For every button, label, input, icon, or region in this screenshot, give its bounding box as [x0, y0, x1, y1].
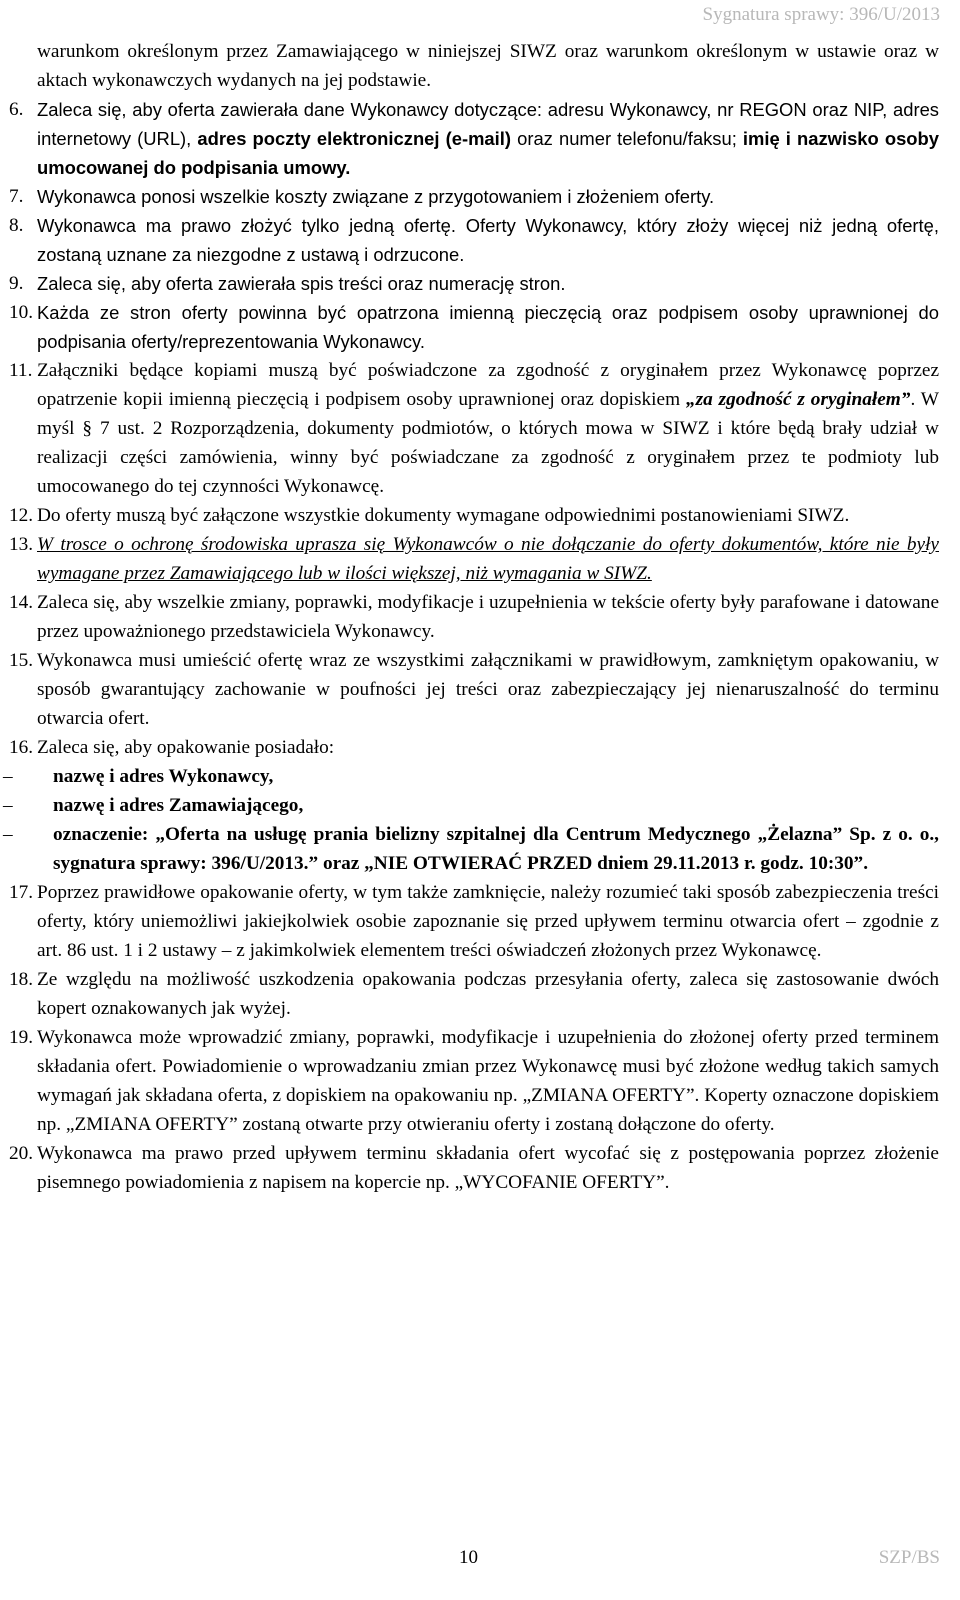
item-number: 10.: [9, 302, 34, 323]
item-number: 6.: [9, 99, 24, 120]
item-text-part: oraz numer telefonu/faksu;: [511, 128, 743, 149]
item-text-part: Każda: [37, 302, 90, 323]
item-text: [37, 211, 939, 269]
list-item-12: [9, 501, 939, 530]
dash-bullet: –: [3, 824, 13, 845]
item-text: Ze względu na możliwość uszkodzenia opakowania podczas przesyłania oferty, zaleca się zastosowanie dwóch kopert oznakowanych jak wyżej.: [37, 969, 939, 1019]
item-text-part: Wykonawca ma prawo złożyć tylko jedną ofertę.: [37, 215, 456, 236]
item-number: 13.: [9, 534, 34, 555]
item-text-part: . W myśl § 7 ust. 2 Rozporządzenia, dokumenty podmiotów, o których mowa w SIWZ i które będą brały udział w realizacji części zamówienia, winny być poświadczane za zgodność z oryginałem przez te podmioty lub umocowanego do tej czynności Wykonawcę.: [37, 389, 940, 497]
item-number: 8.: [9, 215, 24, 236]
certification-phrase: „za zgodność z oryginałem”: [685, 389, 911, 410]
email-emphasis: adres poczty elektronicznej (e-mail): [197, 128, 512, 149]
requirement-text: nazwę i adres Zamawiającego,: [53, 795, 304, 816]
list-item-11: [9, 356, 940, 501]
list-item-13: [9, 530, 939, 588]
item-text: Do oferty muszą być załączone wszystkie dokumenty wymagane odpowiednimi postanowieniami SIWZ.: [37, 505, 850, 526]
item-text: [37, 298, 939, 356]
item-text: Wykonawca ponosi wszelkie koszty związane z przygotowaniem i złożeniem oferty.: [37, 186, 715, 207]
document-body: [3, 37, 940, 1197]
list-item-15: [9, 646, 939, 733]
signatory-emphasis: imię i nazwisko osoby umocowanej do podpisania umowy: [37, 128, 939, 178]
footer-code: SZP/BS: [878, 1547, 940, 1568]
item-text: Poprzez prawidłowe opakowanie oferty, w tym także zamknięcie, należy rozumieć taki sposób zabezpieczenia treści oferty, który uniemożliwi jakiejkolwiek osobie zapoznanie się przed upływem terminu otwarcia ofert – zgodnie z art. 86 ust. 1 i 2 ustawy – z jakimkolwiek elementem treści oświadczeń złożonych przez Wykonawcę.: [37, 882, 939, 961]
item-number: 14.: [9, 592, 34, 613]
list-item-19: [9, 1023, 939, 1139]
packaging-requirement: [3, 820, 939, 878]
list-item-6: [9, 95, 939, 182]
intro-paragraph: warunkom określonym przez Zamawiającego w niniejszej SIWZ oraz warunkom określonym w ustawie oraz w aktach wykonawczych wydanych na jej podstawie.: [37, 41, 939, 91]
dash-bullet: –: [3, 795, 13, 816]
item-number: 15.: [9, 650, 34, 671]
item-text: [37, 356, 939, 501]
item-number: 17.: [9, 882, 34, 903]
list-item-18: [9, 965, 939, 1023]
list-item-14: [9, 588, 939, 646]
list-item-20: [9, 1139, 939, 1197]
item-number: 12.: [9, 505, 34, 526]
item-text-part: .: [345, 157, 351, 178]
item-text: [37, 95, 939, 182]
item-text-part: Oferty Wykonawcy, który złoży więcej niż jedną ofertę, zostaną uznane za niezgodne z ustawą i odrzucone.: [37, 215, 939, 265]
requirement-text: oznaczenie: „Oferta na usługę prania bielizny szpitalnej dla Centrum Medycznego „Żelazna” Sp. z o. o., sygnatura sprawy: 396/U/2013.” oraz „NIE OTWIERAĆ PRZED dniem 29.11.2013 r. godz. 10:30”.: [53, 824, 939, 874]
item-number: 19.: [9, 1027, 34, 1048]
packaging-requirement: [3, 762, 939, 791]
item-text-part: Zaleca się, aby opakowanie posiadało:: [37, 737, 335, 758]
requirement-text: nazwę i adres Wykonawcy,: [53, 766, 274, 787]
item-text-part: ze stron oferty powinna być opatrzona imienną pieczęcią oraz podpisem osoby uprawnionej do podpisania oferty/reprezentowania Wykonawcy.: [37, 302, 939, 352]
list-item-8: [9, 211, 939, 269]
item-text-part: Załączniki będące kopiami muszą być poświadczone za zgodność z oryginałem przez Wykonawcę poprzez opatrzenie kopii imienną pieczęcią i podpisem osoby uprawnionej oraz dopiskiem: [37, 360, 939, 410]
item-text: Zaleca się, aby oferta zawierała spis treści oraz numerację stron.: [37, 273, 566, 294]
item-number: 9.: [9, 273, 24, 294]
item-text: Wykonawca ma prawo przed upływem terminu składania ofert wycofać się z postępowania poprzez złożenie pisemnego powiadomienia z napisem na kopercie np. „WYCOFANIE OFERTY”.: [37, 1143, 939, 1193]
page-number: 10: [459, 1547, 478, 1568]
item-number: 11.: [9, 360, 33, 381]
item-text: Wykonawca może wprowadzić zmiany, poprawki, modyfikacje i uzupełnienia do złożonej oferty przed terminem składania ofert. Powiadomienie o wprowadzaniu zmian przez Wykonawcę musi być złożone według takich samych wymagań jak składana oferta, z dopiskiem na opakowaniu np. „ZMIANA OFERTY”. Koperty oznaczone dopiskiem np. „ZMIANA OFERTY” zostaną otwarte przy otwieraniu oferty i zostaną dołączone do oferty.: [37, 1027, 939, 1135]
item-number: 16.: [9, 737, 34, 758]
list-item-16: [3, 733, 939, 878]
list-item-7: [9, 182, 939, 211]
item-text-part: Zaleca się, aby oferta zawierała dane Wykonawcy dotyczące: adresu Wykonawcy, nr REGON oraz NIP, adres internetowy (URL),: [37, 99, 939, 149]
list-item-10: [9, 298, 939, 356]
item-number: 20.: [9, 1143, 34, 1164]
packaging-requirement: [3, 791, 939, 820]
dash-bullet: –: [3, 766, 13, 787]
list-item-17: [9, 878, 939, 965]
item-text: Zaleca się, aby wszelkie zmiany, poprawki, modyfikacje i uzupełnienia w tekście oferty były parafowane i datowane przez upoważnionego przedstawiciela Wykonawcy.: [37, 592, 939, 642]
case-signature-header: Sygnatura sprawy: 396/U/2013: [702, 4, 940, 25]
item-number: 18.: [9, 969, 34, 990]
item-number: 7.: [9, 186, 24, 207]
item-text: W trosce o ochronę środowiska uprasza się Wykonawców o nie dołączanie do oferty dokumentów, które nie były wymagane przez Zamawiającego lub w ilości większej, niż wymagania w SIWZ.: [37, 534, 939, 584]
item-text: Wykonawca musi umieścić ofertę wraz ze wszystkimi załącznikami w prawidłowym, zamkniętym opakowaniu, w sposób gwarantujący zachowanie w poufności jej treści oraz zabezpieczający jej nienaruszalność do terminu otwarcia ofert.: [37, 650, 939, 729]
list-item-9: [9, 269, 939, 298]
